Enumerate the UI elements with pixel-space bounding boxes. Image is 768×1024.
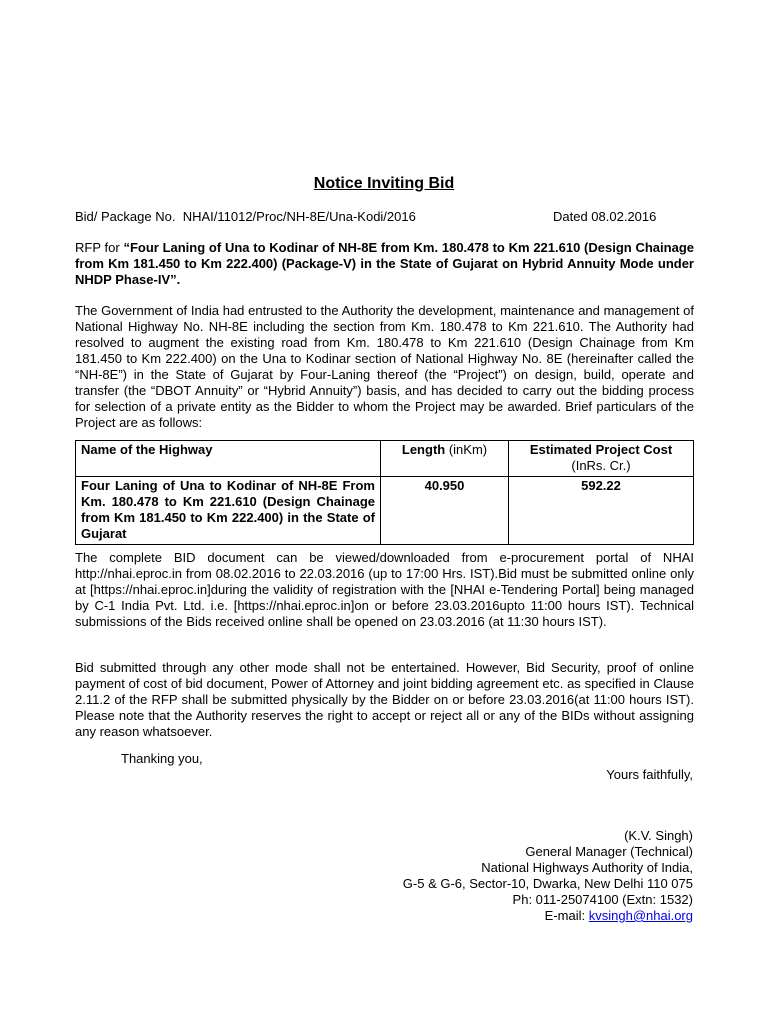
table-row [76, 477, 694, 545]
signatory-name: (K.V. Singh) [624, 828, 693, 843]
header-highway: Name of the Highway [76, 441, 381, 477]
cell-length: 40.950 [381, 477, 509, 545]
signatory-designation: General Manager (Technical) [525, 844, 693, 859]
reference-line [75, 209, 695, 225]
rfp-subject: “Four Laning of Una to Kodinar of NH-8E from Km. 180.478 to Km 221.610 (Design Chainage from Km 181.450 to Km 222.400) (Package-V) in the State of Gujarat on Hybrid Annuity Mode under NHDP Phase-IV”. [75, 240, 694, 287]
signatory-phone: Ph: 011-25074100 (Extn: 1532) [512, 892, 693, 907]
cell-cost: 592.22 [509, 477, 694, 545]
document-paragraph: The complete BID document can be viewed/downloaded from e-procurement portal of NHAI http://nhai.eproc.in from 08.02.2016 to 22.03.2016 (up to 17:00 Hrs. IST).Bid must be submitted online only at [https://nhai.eproc.in]during the validity of registration with the [NHAI e-Tendering Portal] being managed by C-1 India Pvt. Ltd. i.e. [https://nhai.eproc.in]on or before 23.03.2016upto 11:00 hours IST). Technical submissions of the Bids received online shall be opened on 23.03.2016 (at 11:30 hours IST). [75, 550, 694, 629]
signatory-organization: National Highways Authority of India, [481, 860, 693, 875]
project-table [75, 440, 694, 545]
submission-paragraph: Bid submitted through any other mode shall not be entertained. However, Bid Security, proof of online payment of cost of bid document, Power of Attorney and joint bidding agreement etc. as specified in Clause 2.11.2 of the RFP shall be submitted physically by the Bidder on or before 23.03.2016(at 11:00 hours IST). Please note that the Authority reserves the right to accept or reject all or any of the BIDs without assigning any reason whatsoever. [75, 660, 694, 739]
header-cost: Estimated Project Cost (InRs. Cr.) [509, 441, 694, 477]
bid-package-label: Bid/ Package No. [75, 209, 176, 224]
table-header-row [76, 441, 694, 477]
rfp-prefix: RFP for [75, 240, 124, 255]
email-link[interactable]: kvsingh@nhai.org [588, 908, 693, 923]
email-label: E-mail: [544, 908, 589, 923]
header-length: Length (inKm) [381, 441, 509, 477]
bid-package-ref [75, 209, 416, 224]
page-title: Notice Inviting Bid [313, 175, 455, 192]
notice-date: Dated 08.02.2016 [553, 209, 657, 224]
signatory-email-line [403, 908, 693, 924]
signature-block [403, 828, 693, 924]
signatory-address: G-5 & G-6, Sector-10, Dwarka, New Delhi 110 075 [402, 876, 693, 891]
intro-paragraph: The Government of India had entrusted to the Authority the development, maintenance and management of National Highway No. NH-8E including the section from Km. 180.478 to Km 221.610. The Authority had resolved to augment the existing road from Km. 180.478 to Km 221.610 (Design Chainage from Km 181.450 to Km 222.400) on the Una to Kodinar section of National Highway No. 8E (hereinafter called the “NH-8E”) in the State of Gujarat by Four-Laning thereof (the “Project”) on design, build, operate and transfer (the “DBOT Annuity” or “Hybrid Annuity”) basis, and has decided to carry out the bidding process for selection of a private entity as the Bidder to whom the Project may be awarded. Brief particulars of the Project are as follows: [75, 303, 694, 430]
thanks-text: Thanking you, [121, 751, 203, 766]
bid-package-number: NHAI/11012/Proc/NH-8E/Una-Kodi/2016 [182, 209, 416, 224]
closing-text: Yours faithfully, [606, 767, 693, 782]
rfp-paragraph [75, 240, 694, 288]
cell-highway: Four Laning of Una to Kodinar of NH-8E From Km. 180.478 to Km 221.610 (Design Chainage from Km 181.450 to Km 222.400) in the State of Gujarat [76, 477, 381, 545]
